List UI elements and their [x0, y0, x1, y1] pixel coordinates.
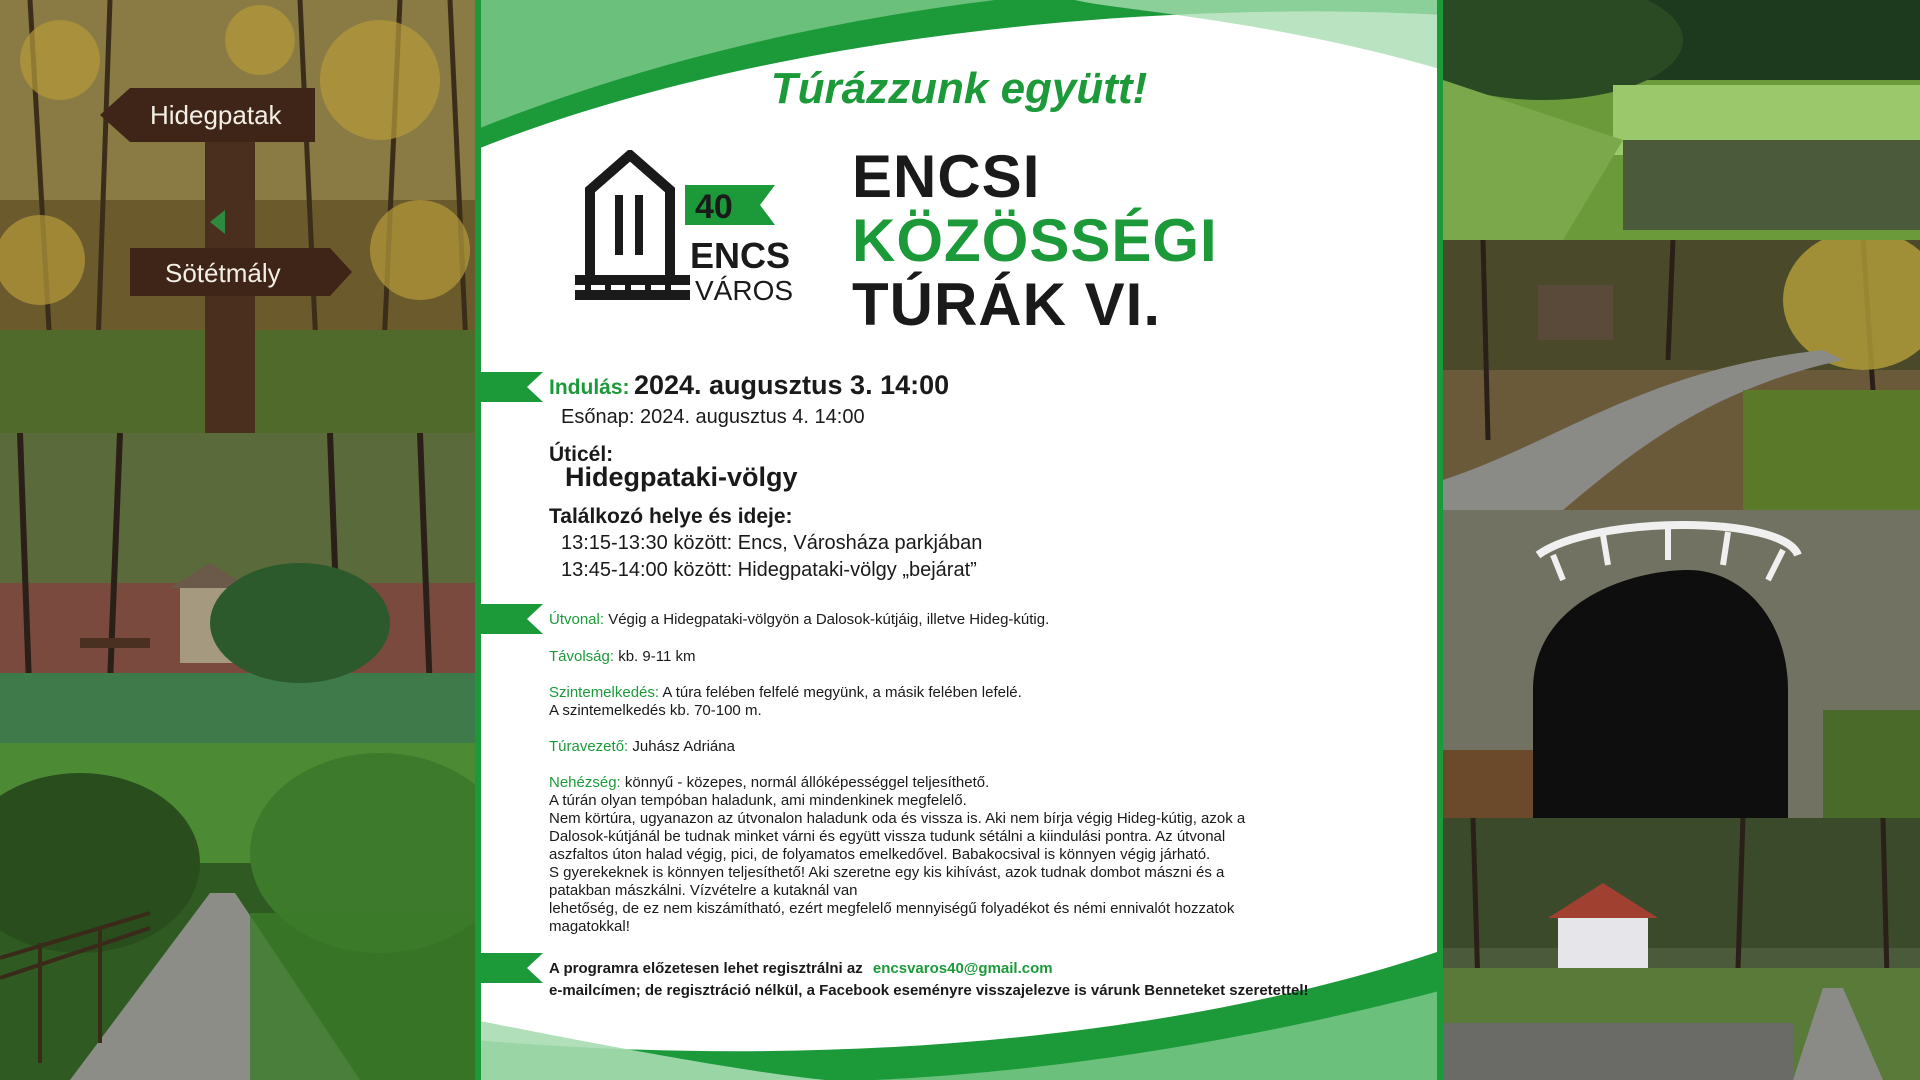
- sign-text-sotetmaly: Sötétmály: [165, 258, 281, 288]
- logo-word-varos: VÁROS: [695, 275, 794, 306]
- meeting-label: Találkozó helye és ideje:: [549, 505, 793, 528]
- guide-label: Túravezető:: [549, 738, 629, 755]
- difficulty-line: aszfaltos úton halad végig, pici, de folyamatos emelkedővel. Babakocsival is könnyen végig járható.: [549, 846, 1211, 863]
- elevation-row: [549, 684, 1389, 720]
- elevation-value-2: A szintemelkedés kb. 70-100 m.: [549, 702, 762, 719]
- difficulty-line: patakban mászkálni. Vízvételre a kutaknál van: [549, 882, 858, 899]
- distance-row: [549, 648, 1389, 666]
- poster-panel: [475, 0, 1443, 1080]
- registration-row: [549, 960, 1053, 977]
- poster-title: Túrázzunk együtt!: [770, 64, 1148, 113]
- destination-value: Hidegpataki-völgy: [565, 462, 798, 492]
- difficulty-line: magatokkal!: [549, 918, 630, 935]
- meeting-time-1: 13:15-13:30 között: Encs, Városháza parkjában: [561, 532, 983, 554]
- difficulty-line: lehetőség, de ez nem kiszámítható, ezért megfelelő mennyiségű folyadékot és némi ennivalót hozzatok: [549, 900, 1235, 917]
- encs-varos-logo: [570, 150, 810, 310]
- registration-email-link[interactable]: encsvaros40@gmail.com: [872, 960, 1053, 977]
- registration-text-1: A programra előzetesen lehet regisztrálni az: [549, 960, 863, 977]
- forest-path-photo: [1443, 240, 1920, 510]
- difficulty-block: [549, 774, 1389, 936]
- route-value: Végig a Hidegpataki-völgyön a Dalosok-kútjáig, illetve Hideg-kútig.: [608, 611, 1050, 628]
- difficulty-label: Nehézség:: [549, 774, 621, 791]
- tunnel-photo: [1443, 510, 1920, 818]
- headline-line-3: TÚRÁK VI.: [852, 271, 1161, 338]
- distance-label: Távolság:: [549, 648, 615, 665]
- section-flag-route: [475, 604, 543, 634]
- route-row: [549, 611, 1389, 629]
- headline-line-1: ENCSI: [852, 143, 1041, 210]
- guide-row: [549, 738, 1389, 756]
- difficulty-line: A túrán olyan tempóban haladunk, ami mindenkinek megfelelő.: [549, 792, 967, 809]
- route-label: Útvonal:: [549, 611, 605, 628]
- difficulty-value: könnyű - közepes, normál állóképességgel teljesíthető.: [624, 774, 990, 791]
- forest-house-photo: [1443, 818, 1920, 1080]
- destination-label: Úticél:: [549, 443, 614, 466]
- rain-day: Esőnap: 2024. augusztus 4. 14:00: [561, 406, 865, 428]
- difficulty-line: Nem körtúra, ugyanazon az útvonalon haladunk oda és vissza is. Aki nem bírja végig Hideg-kútig, azok a: [549, 810, 1246, 827]
- pond-photo: [1443, 0, 1920, 240]
- start-value: 2024. augusztus 3. 14:00: [633, 370, 950, 400]
- headline: [852, 145, 1218, 337]
- difficulty-line: Dalosok-kútjánál be tudnak minket várni és együtt vissza tudunk sétálni a kiindulási pontra. Az útvonal: [549, 828, 1226, 845]
- start-row: [549, 370, 949, 401]
- left-photo-column: [0, 0, 475, 1080]
- right-photo-column: [1443, 0, 1920, 1080]
- difficulty-line: S gyerekeknek is könnyen teljesíthető! Aki szeretne egy kis kihívást, azok tudnak dombot mászni és a: [549, 864, 1225, 881]
- elevation-value: A túra felében felfelé megyünk, a másik felében lefelé.: [662, 684, 1022, 701]
- headline-line-2: KÖZÖSSÉGI: [852, 207, 1218, 274]
- signpost-photo: [0, 0, 475, 433]
- forest-shelter-photo: [0, 433, 475, 743]
- guide-value: Juhász Adriána: [632, 738, 735, 755]
- distance-value: kb. 9-11 km: [618, 648, 696, 665]
- logo-word-encs: ENCS: [690, 235, 791, 276]
- elevation-label: Szintemelkedés:: [549, 684, 660, 701]
- meeting-time-2: 13:45-14:00 között: Hidegpataki-völgy „bejárat”: [561, 559, 977, 581]
- start-label: Indulás:: [549, 376, 630, 399]
- section-flag-registration: [475, 953, 543, 983]
- green-road-photo: [0, 743, 475, 1080]
- bottom-swoosh-decoration: [475, 930, 1443, 1080]
- sign-text-hidegpatak: Hidegpatak: [150, 100, 282, 130]
- left-frame-line: [475, 0, 481, 1080]
- logo-number: 40: [695, 188, 733, 226]
- section-flag-start: [475, 372, 543, 402]
- registration-text-2: e-mailcímen; de regisztráció nélkül, a Facebook eseményre visszajelezve is várunk Benneteket szeretettel!: [549, 982, 1309, 999]
